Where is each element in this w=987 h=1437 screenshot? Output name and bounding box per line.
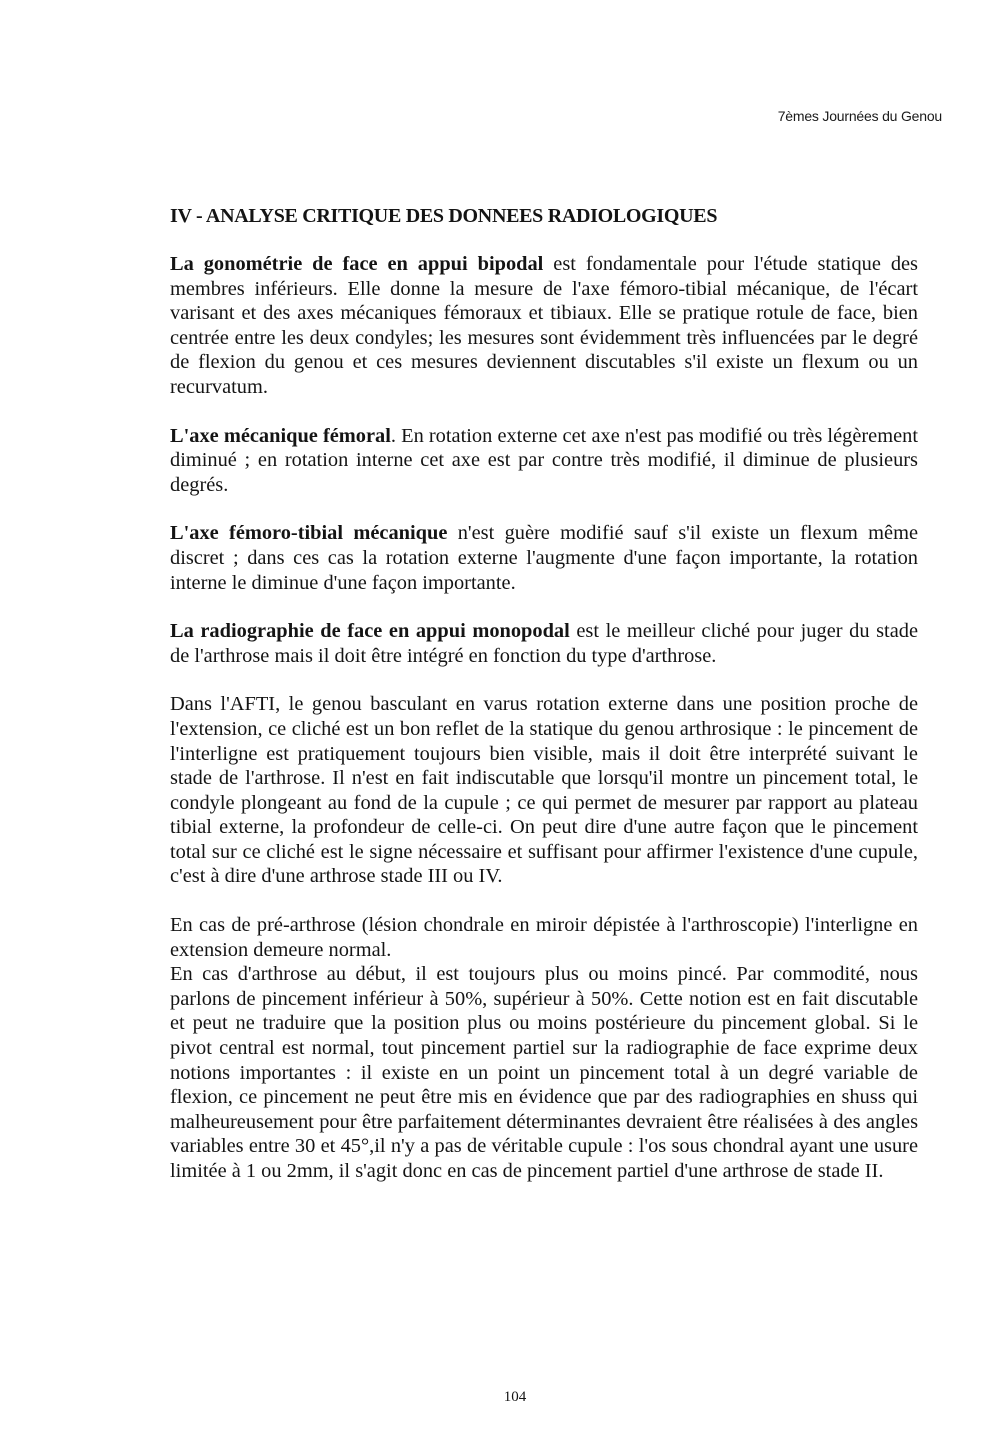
paragraph-text: Dans l'AFTI, le genou basculant en varus rotation externe dans une position proche de l'extension, ce cliché est un bon reflet de la statique du genou arthrosique : le pincement de l'interligne est pratiquement toujours bien visible, mais il doit être interprété suivant le stade de l'arthrose. Il n'est en fait indiscutable que lorsqu'il montre un pincement total, le condyle plongeant au fond de la cupule ; ce qui permet de mesurer par rapport au plateau tibial externe, la profondeur de celle-ci. On peut dire d'une autre façon que le pincement total sur ce cliché est le signe nécessaire et suffisant pour affirmer l'existence d'une cupule, c'est à dire d'une arthrose stade III ou IV. xyxy=(170,693,918,888)
paragraph-axe-femoro-tibial xyxy=(170,521,918,595)
paragraph-radiographie-monopodal xyxy=(170,619,918,668)
paragraph-axe-femoral xyxy=(170,424,918,498)
section-title: IV - ANALYSE CRITIQUE DES DONNEES RADIOLOGIQUES xyxy=(170,205,718,227)
paragraph-arthrose-debut xyxy=(170,962,918,1183)
paragraph-text: n'est guère modifié sauf s'il existe un flexum même discret ; dans ces cas la rotation externe l'augmente d'une façon importante, la rotation interne le diminue d'une façon importante. xyxy=(170,522,918,594)
paragraph-gonometrie xyxy=(170,252,918,400)
running-header: 7èmes Journées du Genou xyxy=(777,108,942,124)
paragraph-pre-arthrose xyxy=(170,913,918,962)
paragraph-text: est le meilleur cliché pour juger du stade de l'arthrose mais il doit être intégré en fonction du type d'arthrose. xyxy=(170,620,918,667)
page-number: 104 xyxy=(503,1389,527,1405)
paragraph-lead: L'axe fémoro-tibial mécanique xyxy=(170,522,448,545)
paragraph-text: . En rotation externe cet axe n'est pas modifié ou très légèrement diminué ; en rotation interne cet axe est par contre très modifié, il diminue de plusieurs degrés. xyxy=(170,424,918,496)
paragraph-afti xyxy=(170,692,918,889)
paragraph-lead: La gonométrie de face en appui bipodal xyxy=(170,253,544,275)
paragraph-lead: La radiographie de face en appui monopodal xyxy=(170,620,570,643)
paragraph-text: En cas d'arthrose au début, il est toujours plus ou moins pincé. Par commodité, nous parlons de pincement inférieur à 50%, supérieur à 50%. Cette notion est en fait discutable et peut ne traduire que la position plus ou moins postérieure du pincement global. Si le pivot central est normal, tout pincement partiel sur la radiographie de face exprime deux notions importantes : il existe en un point un pincement total à un degré variable de flexion, ce pincement ne peut être mis en évidence que par des radiographies en shuss qui malheureusement pour être parfaitement déterminantes devraient être réalisées à des angles variables entre 30 et 45°,il n'y a pas de véritable cupule : l'os sous chondral ayant une usure limitée à 1 ou 2mm, il s'agit donc en cas de pincement partiel d'une arthrose de stade II. xyxy=(170,963,918,1182)
paragraph-text: est fondamentale pour l'étude statique des membres inférieurs. Elle donne la mesure de l'axe fémoro-tibial mécanique, de l'écart varisant et des axes mécaniques fémoraux et tibiaux. Elle se pratique rotule de face, bien centrée entre les deux condyles; les mesures sont évidemment très influencées par le degré de flexion du genou et ces mesures deviennent discutables s'il existe un flexum ou un recurvatum. xyxy=(170,253,918,398)
paragraph-text: En cas de pré-arthrose (lésion chondrale en miroir dépistée à l'arthroscopie) l'interligne en extension demeure normal. xyxy=(170,914,918,961)
paragraph-lead: L'axe mécanique fémoral xyxy=(170,424,391,447)
page-body xyxy=(170,205,918,1208)
